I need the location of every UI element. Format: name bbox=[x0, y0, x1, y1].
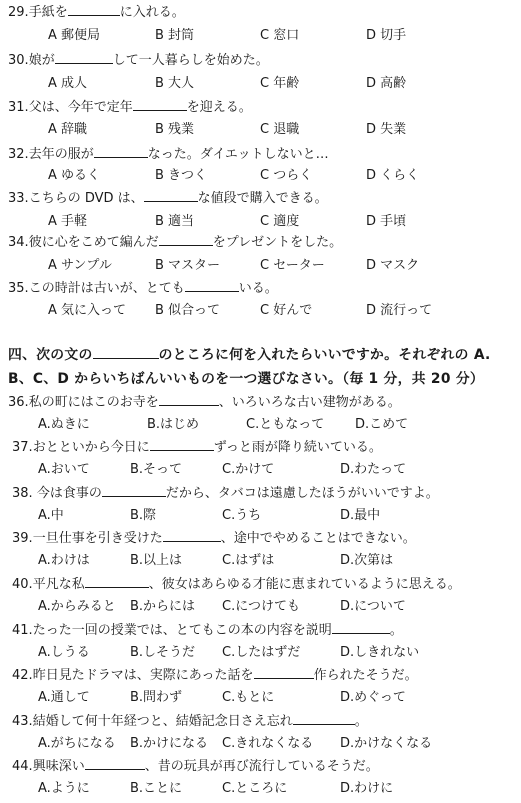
option-b: B.はじめ bbox=[147, 417, 200, 432]
option-a: A 気に入って bbox=[48, 303, 127, 318]
option-b: B 封筒 bbox=[155, 28, 195, 43]
option-a: A 郵便局 bbox=[48, 28, 101, 43]
question-text: 。 bbox=[389, 623, 403, 638]
options-36 bbox=[0, 417, 521, 433]
option-a: A.わけは bbox=[38, 553, 90, 568]
option-a: A.中 bbox=[38, 508, 64, 523]
question-text: こちらの DVD は、 bbox=[28, 191, 144, 206]
options-39 bbox=[0, 553, 521, 569]
answer-blank bbox=[102, 485, 166, 497]
options-40 bbox=[0, 599, 521, 615]
question-43 bbox=[12, 713, 368, 730]
question-42 bbox=[12, 667, 418, 684]
option-b: B 似合って bbox=[155, 303, 221, 318]
question-number: 39. bbox=[12, 531, 33, 546]
options-33 bbox=[0, 214, 521, 230]
question-text: 。 bbox=[354, 714, 368, 729]
options-43 bbox=[0, 736, 521, 752]
question-text: 、昔の玩具が再び流行しているそうだ。 bbox=[144, 759, 379, 774]
option-b: B.ことに bbox=[130, 781, 183, 796]
option-c: C 適度 bbox=[260, 214, 300, 229]
option-d: D.しきれない bbox=[340, 645, 420, 660]
question-36 bbox=[8, 394, 401, 411]
question-text: 手紙を bbox=[28, 5, 68, 20]
heading-text: のところに何を入れたらいいですか。それぞれの A. bbox=[158, 347, 491, 363]
options-42 bbox=[0, 690, 521, 706]
answer-blank bbox=[144, 190, 198, 202]
question-number: 32. bbox=[8, 147, 29, 162]
question-text: 結婚して何十年経つと、結婚記念日さえ忘れ bbox=[32, 714, 293, 729]
option-a: A サンプル bbox=[48, 258, 112, 273]
option-c: C つらく bbox=[260, 168, 313, 183]
question-text: をプレゼントをした。 bbox=[212, 235, 343, 250]
answer-blank bbox=[150, 439, 214, 451]
option-c: C 退職 bbox=[260, 122, 300, 137]
question-number: 35. bbox=[8, 281, 29, 296]
answer-blank bbox=[159, 234, 213, 246]
option-a: A 辞職 bbox=[48, 122, 88, 137]
option-d: D くらく bbox=[366, 168, 420, 183]
option-c: C.ところに bbox=[222, 781, 288, 796]
question-number: 42. bbox=[12, 668, 33, 683]
question-number: 40. bbox=[12, 577, 33, 592]
question-text: 父は、今年で定年 bbox=[28, 100, 133, 115]
question-text: 娘が bbox=[28, 53, 55, 68]
option-c: C.につけても bbox=[222, 599, 300, 614]
question-44 bbox=[12, 758, 379, 775]
options-34 bbox=[0, 258, 521, 274]
question-text: 興味深い bbox=[32, 759, 85, 774]
option-a: A.しうる bbox=[38, 645, 90, 660]
question-number: 37. bbox=[12, 440, 33, 455]
answer-blank bbox=[293, 713, 355, 725]
option-d: D.かけなくなる bbox=[340, 736, 433, 751]
option-a: A.ように bbox=[38, 781, 90, 796]
option-a: A.がちになる bbox=[38, 736, 116, 751]
answer-blank bbox=[68, 4, 120, 16]
question-number: 43. bbox=[12, 714, 33, 729]
section-four-heading-line2: B、C、D からいちばんいいものを一つ選びなさい。（毎 1 分，共 20 分） bbox=[8, 371, 485, 387]
question-37 bbox=[12, 439, 382, 456]
option-b: B きつく bbox=[155, 168, 208, 183]
answer-blank bbox=[159, 394, 219, 406]
question-text: 今は食事の bbox=[32, 486, 102, 501]
question-text: 、途中でやめることはできない。 bbox=[220, 531, 416, 546]
option-c: C.したはずだ bbox=[222, 645, 301, 660]
option-c: C.はずは bbox=[222, 553, 275, 568]
option-d: D.最中 bbox=[340, 508, 381, 523]
options-38 bbox=[0, 508, 521, 524]
option-b: B.しそうだ bbox=[130, 645, 196, 660]
option-b: B.からには bbox=[130, 599, 196, 614]
question-text: 昨日見たドラマは、実際にあった話を bbox=[32, 668, 254, 683]
question-33 bbox=[8, 190, 328, 207]
question-34 bbox=[8, 234, 342, 251]
option-a: A 成人 bbox=[48, 76, 88, 91]
option-a: A.通して bbox=[38, 690, 90, 705]
option-c: C セーター bbox=[260, 258, 325, 273]
options-41 bbox=[0, 645, 521, 661]
option-b: B.かけになる bbox=[130, 736, 209, 751]
answer-blank bbox=[55, 52, 113, 64]
question-41 bbox=[12, 622, 403, 639]
question-text: を迎える。 bbox=[186, 100, 252, 115]
question-text: 一旦仕事を引き受けた bbox=[32, 531, 163, 546]
question-text: に入れる。 bbox=[119, 5, 185, 20]
option-b: B 適当 bbox=[155, 214, 195, 229]
question-number: 44. bbox=[12, 759, 33, 774]
option-d: D 手頃 bbox=[366, 214, 407, 229]
answer-blank bbox=[254, 667, 314, 679]
question-29 bbox=[8, 4, 185, 21]
options-37 bbox=[0, 462, 521, 478]
question-text: して一人暮らしを始めた。 bbox=[112, 53, 269, 68]
options-32 bbox=[0, 168, 521, 184]
question-text: ずっと雨が降り続いている。 bbox=[213, 440, 382, 455]
option-d: D マスク bbox=[366, 258, 420, 273]
question-text: だから、タバコは遠慮したほうがいいですよ。 bbox=[165, 486, 439, 501]
question-text: 彼に心をこめて編んだ bbox=[28, 235, 159, 250]
option-d: D.めぐって bbox=[340, 690, 406, 705]
question-text: 平凡な私 bbox=[32, 577, 85, 592]
option-d: D 高齢 bbox=[366, 76, 407, 91]
answer-blank bbox=[185, 280, 239, 292]
option-b: B.以上は bbox=[130, 553, 183, 568]
question-text: たった一回の授業では、とてもこの本の内容を説明 bbox=[32, 623, 332, 638]
question-text: 作られたそうだ。 bbox=[313, 668, 418, 683]
options-35 bbox=[0, 303, 521, 319]
option-c: C.きれなくなる bbox=[222, 736, 314, 751]
option-c: C 年齢 bbox=[260, 76, 300, 91]
option-b: B.問わず bbox=[130, 690, 183, 705]
heading-text: 四、次の文の bbox=[8, 347, 93, 363]
question-39 bbox=[12, 530, 416, 547]
option-a: A.ぬきに bbox=[38, 417, 90, 432]
option-d: D 失業 bbox=[366, 122, 407, 137]
question-31 bbox=[8, 99, 252, 116]
question-number: 36. bbox=[8, 395, 29, 410]
question-number: 29. bbox=[8, 5, 29, 20]
answer-blank bbox=[85, 576, 149, 588]
question-32 bbox=[8, 146, 329, 163]
question-number: 38. bbox=[12, 486, 33, 501]
option-a: A ゆるく bbox=[48, 168, 101, 183]
option-b: B.際 bbox=[130, 508, 157, 523]
option-b: B 残業 bbox=[155, 122, 195, 137]
question-text: 私の町にはこのお寺を bbox=[28, 395, 159, 410]
answer-blank bbox=[133, 99, 187, 111]
question-35 bbox=[8, 280, 278, 297]
answer-blank bbox=[332, 622, 390, 634]
section-four-heading-line1 bbox=[8, 346, 491, 364]
option-c: C.かけて bbox=[222, 462, 275, 477]
option-b: B.そって bbox=[130, 462, 183, 477]
option-c: C 窓口 bbox=[260, 28, 300, 43]
question-number: 30. bbox=[8, 53, 29, 68]
option-d: D.次第は bbox=[340, 553, 394, 568]
question-number: 34. bbox=[8, 235, 29, 250]
options-30 bbox=[0, 76, 521, 92]
option-c: C.もとに bbox=[222, 690, 275, 705]
answer-blank bbox=[163, 530, 221, 542]
option-a: A 手軽 bbox=[48, 214, 88, 229]
question-30 bbox=[8, 52, 269, 69]
answer-blank bbox=[93, 346, 159, 359]
question-text: 去年の服が bbox=[28, 147, 94, 162]
question-text: この時計は古いが、とても bbox=[28, 281, 185, 296]
options-29 bbox=[0, 28, 521, 44]
option-c: C.ともなって bbox=[246, 417, 325, 432]
options-44 bbox=[0, 781, 521, 797]
option-d: D.こめて bbox=[355, 417, 409, 432]
question-text: 、彼女はあらゆる才能に恵まれているように思える。 bbox=[148, 577, 461, 592]
question-text: 、いろいろな古い建物がある。 bbox=[218, 395, 401, 410]
option-c: C.うち bbox=[222, 508, 262, 523]
option-d: D.について bbox=[340, 599, 406, 614]
option-d: D.わたって bbox=[340, 462, 407, 477]
question-number: 31. bbox=[8, 100, 29, 115]
option-b: B マスター bbox=[155, 258, 221, 273]
question-40 bbox=[12, 576, 461, 593]
question-text: いる。 bbox=[238, 281, 278, 296]
option-a: A.おいて bbox=[38, 462, 90, 477]
option-b: B 大人 bbox=[155, 76, 195, 91]
option-d: D.わけに bbox=[340, 781, 394, 796]
question-38 bbox=[12, 485, 439, 502]
question-text: おとといから今日に bbox=[32, 440, 150, 455]
options-31 bbox=[0, 122, 521, 138]
option-c: C 好んで bbox=[260, 303, 313, 318]
option-a: A.からみると bbox=[38, 599, 116, 614]
question-number: 41. bbox=[12, 623, 33, 638]
answer-blank bbox=[85, 758, 145, 770]
question-text: な値段で購入できる。 bbox=[197, 191, 328, 206]
question-text: なった。ダイエットしないと… bbox=[147, 147, 329, 162]
answer-blank bbox=[94, 146, 148, 158]
option-d: D 流行って bbox=[366, 303, 433, 318]
option-d: D 切手 bbox=[366, 28, 407, 43]
question-number: 33. bbox=[8, 191, 29, 206]
